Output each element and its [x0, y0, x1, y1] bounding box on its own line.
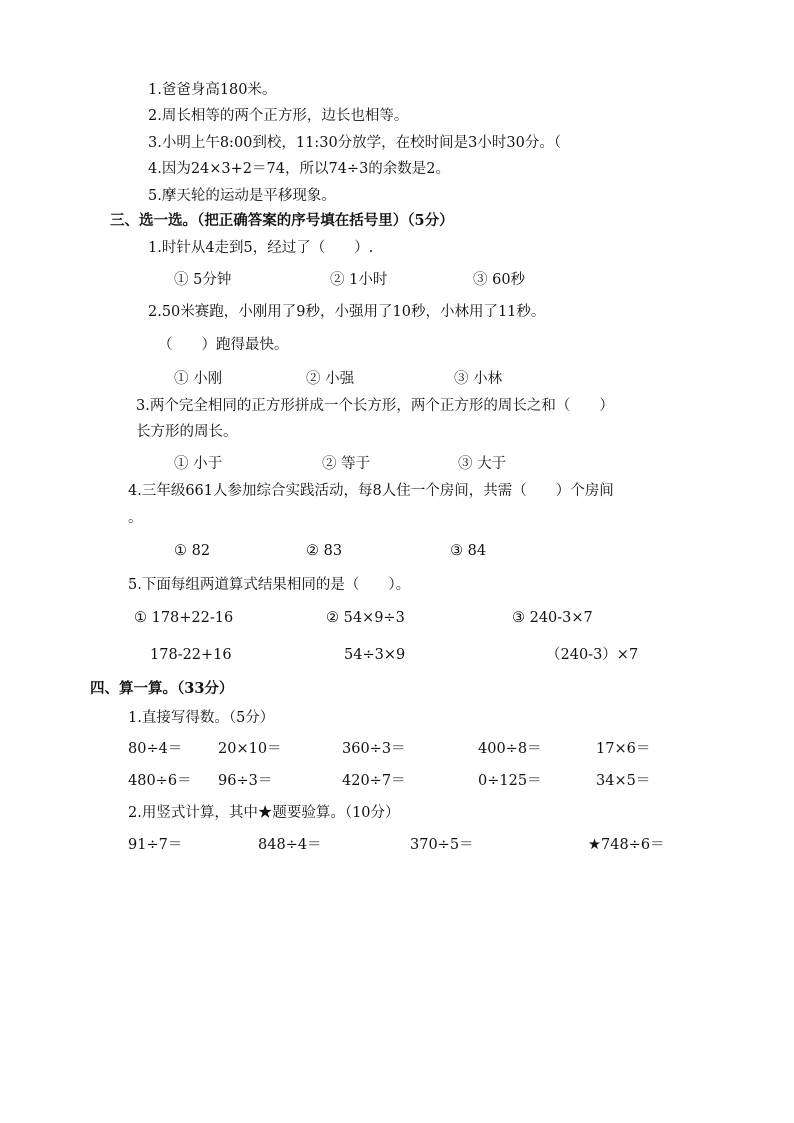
- calc-vertical-1: 91÷7＝: [128, 837, 183, 853]
- calc-vertical-title: 2.用竖式计算，其中★题要验算。（10分）: [128, 805, 400, 821]
- choose-q4-option-1: ① 82: [174, 543, 211, 559]
- choose-q2-option-1: ① 小刚: [174, 371, 223, 387]
- choose-q3-option-2: ② 等于: [322, 456, 371, 472]
- choose-q3-stem: 3.两个完全相同的正方形拼成一个长方形，两个正方形的周长之和（ ）: [136, 398, 614, 414]
- calc-vertical-2: 848÷4＝: [258, 837, 322, 853]
- choose-q5-option-2: ② 54×9÷3: [326, 610, 405, 626]
- choose-q5-option-1: ① 178+22-16: [134, 610, 234, 626]
- calc-direct-r1-2: 20×10＝: [218, 741, 282, 757]
- choose-q5-option-2-second: 54÷3×9: [344, 647, 406, 663]
- choose-q4-option-3: ③ 84: [450, 543, 487, 559]
- choose-q5-stem: 5.下面每组两道算式结果相同的是（ ）。: [128, 577, 411, 593]
- choose-q1-option-3: ③ 60秒: [473, 272, 526, 288]
- choose-q4-option-2: ② 83: [306, 543, 343, 559]
- choose-q1-option-1: ① 5分钟: [174, 272, 232, 288]
- choose-q2-stem: 2.50米赛跑，小刚用了9秒，小强用了10秒，小林用了11秒。: [148, 304, 546, 320]
- calc-direct-r1-4: 400÷8＝: [478, 741, 542, 757]
- judge-item-2: 2.周长相等的两个正方形，边长也相等。: [148, 108, 409, 124]
- calc-direct-r2-4: 0÷125＝: [478, 773, 542, 789]
- calc-direct-r2-2: 96÷3＝: [218, 773, 273, 789]
- judge-item-3: 3.小明上午8:00到校，11:30分放学，在校时间是3小时30分。（: [148, 135, 562, 151]
- choose-q2-option-2: ② 小强: [306, 371, 355, 387]
- judge-item-5: 5.摩天轮的运动是平移现象。: [148, 188, 336, 204]
- calc-direct-r1-3: 360÷3＝: [342, 741, 406, 757]
- choose-q1-option-2: ② 1小时: [330, 272, 388, 288]
- choose-q3-option-1: ① 小于: [174, 456, 223, 472]
- section-calc-heading: 四、算一算。（33分）: [90, 680, 234, 697]
- judge-item-4: 4.因为24×3+2＝74，所以74÷3的余数是2。: [148, 161, 451, 177]
- calc-vertical-4: ★748÷6＝: [588, 837, 665, 853]
- choose-q1-stem: 1.时针从4走到5，经过了（ ）.: [148, 240, 374, 256]
- choose-q3-option-3: ③ 大于: [458, 456, 507, 472]
- section-choose-heading: 三、选一选。（把正确答案的序号填在括号里）（5分）: [110, 212, 454, 229]
- calc-direct-r1-1: 80÷4＝: [128, 741, 183, 757]
- choose-q5-option-1-second: 178-22+16: [150, 647, 232, 663]
- choose-q5-option-3-second: （240-3）×7: [546, 647, 639, 663]
- choose-q4-stem-line2: 。: [128, 510, 143, 526]
- choose-q2-stem-line2: （ ）跑得最快。: [158, 337, 289, 353]
- judge-item-1: 1.爸爸身高180米。: [148, 82, 277, 98]
- choose-q2-option-3: ③ 小林: [454, 371, 503, 387]
- choose-q5-option-3: ③ 240-3×7: [512, 610, 593, 626]
- calc-direct-title: 1.直接写得数。（5分）: [128, 710, 275, 726]
- calc-direct-r1-5: 17×6＝: [596, 741, 651, 757]
- calc-direct-r2-1: 480÷6＝: [128, 773, 192, 789]
- choose-q3-stem-line2: 长方形的周长。: [136, 424, 238, 440]
- calc-direct-r2-5: 34×5＝: [596, 773, 651, 789]
- choose-q4-stem: 4.三年级661人参加综合实践活动，每8人住一个房间，共需（ ）个房间: [128, 483, 614, 499]
- calc-direct-r2-3: 420÷7＝: [342, 773, 406, 789]
- calc-vertical-3: 370÷5＝: [410, 837, 474, 853]
